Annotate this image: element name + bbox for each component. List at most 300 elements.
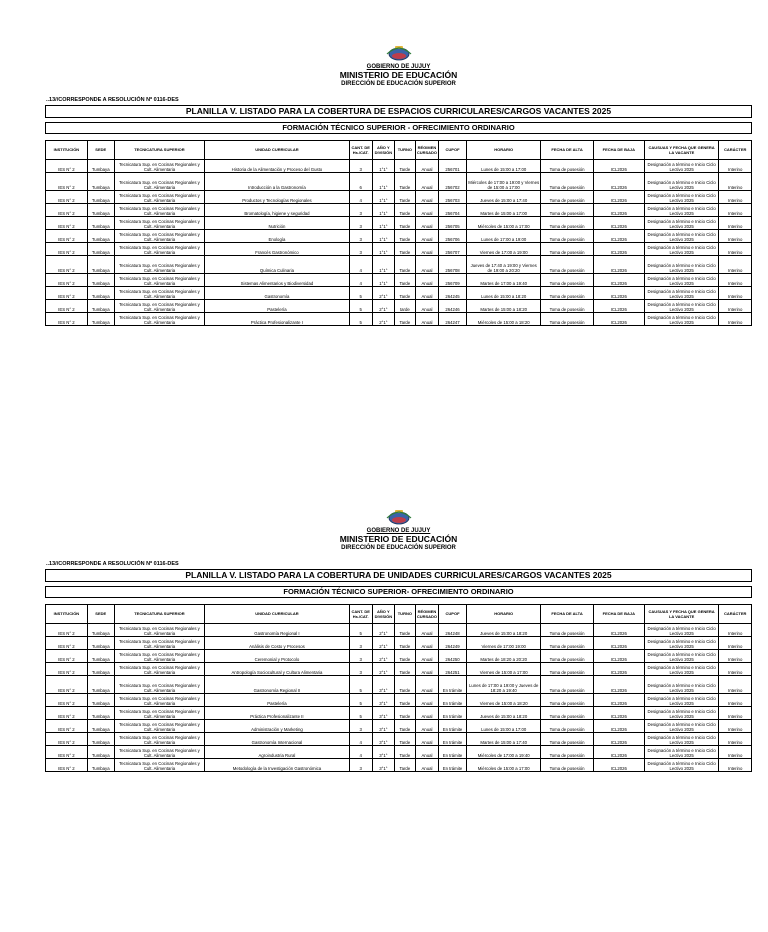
column-header: TECNICATURA SUPERIOR [114, 140, 205, 159]
table-cell: Tarde [394, 745, 415, 758]
coat-of-arms-icon [386, 508, 412, 526]
column-header: TURNO [394, 604, 415, 623]
table-cell: Interino [719, 732, 752, 745]
table-cell: Anual [415, 203, 438, 216]
column-header: CARÁCTER [719, 604, 752, 623]
table-cell: Productos y Tecnologías Regionales [205, 190, 349, 203]
table-cell: Tarde [394, 693, 415, 706]
table-cell: Tumbaya [87, 159, 114, 172]
table-cell: Interino [719, 242, 752, 255]
table-cell: Designación a término e Inicio Ciclo Lectivo 2025 [644, 190, 718, 203]
table-cell: 4 [349, 273, 372, 286]
table-cell: Tumbaya [87, 732, 114, 745]
table-cell: 256706 [439, 229, 467, 242]
table-cell: Anual [415, 273, 438, 286]
table-cell: Interino [719, 286, 752, 299]
table-cell: Nutrición [205, 216, 349, 229]
table-row [46, 312, 752, 325]
table-cell: IES N° 2 [46, 732, 88, 745]
table-cell: Toma de posesión [541, 649, 593, 662]
table-cell: Tecnicatura Sup. en Cocinas Regionales y Cult. Alimentaria [114, 190, 205, 203]
table-cell: Tecnicatura Sup. en Cocinas Regionales y Cult. Alimentaria [114, 649, 205, 662]
table-cell: IES N° 2 [46, 662, 88, 675]
table-cell: IES N° 2 [46, 229, 88, 242]
table-cell: ICL2026 [593, 312, 644, 325]
table-row [46, 216, 752, 229]
table-cell: 3°1° [372, 745, 394, 758]
table-row [46, 172, 752, 190]
table-cell: 5 [349, 299, 372, 312]
table-cell: En trámite [439, 732, 467, 745]
table-cell: Anual [415, 693, 438, 706]
table-cell: IES N° 2 [46, 706, 88, 719]
table-cell: Designación a término e Inicio Ciclo Lectivo 2025 [644, 273, 718, 286]
table-cell: Tecnicatura Sup. en Cocinas Regionales y Cult. Alimentaria [114, 159, 205, 172]
table-cell: Designación a término e Inicio Ciclo Lectivo 2025 [644, 242, 718, 255]
table-cell: Jueves de 15:00 a 17:40 [466, 190, 540, 203]
table-cell: IES N° 2 [46, 693, 88, 706]
table-cell: IES N° 2 [46, 758, 88, 771]
table-cell: Designación a término e Inicio Ciclo Lectivo 2025 [644, 706, 718, 719]
column-header: CANT. DE Hs./CAT. [349, 140, 372, 159]
table-cell: Interino [719, 172, 752, 190]
table-cell: En trámite [439, 706, 467, 719]
table-cell: Anual [415, 159, 438, 172]
table-cell: Anual [415, 649, 438, 662]
table-cell: 264246 [439, 299, 467, 312]
table-cell: Metodología de la Investigación Gastronómica [205, 758, 349, 771]
vacancies-table [45, 140, 752, 326]
table-cell: ICL2026 [593, 273, 644, 286]
table-cell: En trámite [439, 745, 467, 758]
table-cell: Toma de posesión [541, 312, 593, 325]
table-cell: Interino [719, 299, 752, 312]
table-cell: IES N° 2 [46, 203, 88, 216]
table-cell: Anual [415, 675, 438, 693]
table-cell: IES N° 2 [46, 242, 88, 255]
table-cell: Anual [415, 662, 438, 675]
table-cell: Anual [415, 242, 438, 255]
table-cell: Designación a término e Inicio Ciclo Lectivo 2025 [644, 203, 718, 216]
table-cell: Tumbaya [87, 758, 114, 771]
table-cell: Tumbaya [87, 273, 114, 286]
table-cell: Tarde [394, 732, 415, 745]
table-cell: Miércoles de 15:00 a 17:00 [466, 216, 540, 229]
table-cell: Designación a término e Inicio Ciclo Lectivo 2025 [644, 693, 718, 706]
table-cell: Toma de posesión [541, 172, 593, 190]
table-cell: Interino [719, 758, 752, 771]
table-cell: 2°1° [372, 623, 394, 636]
table-cell: Tecnicatura Sup. en Cocinas Regionales y Cult. Alimentaria [114, 662, 205, 675]
column-header: CANT. DE Hs./CAT. [349, 604, 372, 623]
table-cell: IES N° 2 [46, 649, 88, 662]
table-row [46, 190, 752, 203]
table-cell: 1°1° [372, 159, 394, 172]
table-row [46, 693, 752, 706]
planilla-block-2 [45, 508, 752, 772]
ministerio-label: MINISTERIO DE EDUCACIÓN [339, 69, 458, 80]
table-cell: Tecnicatura Sup. en Cocinas Regionales y Cult. Alimentaria [114, 706, 205, 719]
table-cell: 1°1° [372, 273, 394, 286]
table-cell: IES N° 2 [46, 286, 88, 299]
table-cell: 264247 [439, 312, 467, 325]
table-cell: ICL2026 [593, 286, 644, 299]
table-cell: 256708 [439, 255, 467, 273]
table-cell: ICL2026 [593, 675, 644, 693]
table-cell: Tumbaya [87, 190, 114, 203]
table-cell: Tarde [394, 719, 415, 732]
table-cell: IES N° 2 [46, 636, 88, 649]
table-cell: Interino [719, 706, 752, 719]
table-cell: Anual [415, 719, 438, 732]
table-cell: Interino [719, 203, 752, 216]
table-cell: 2°1° [372, 636, 394, 649]
table-cell: IES N° 2 [46, 312, 88, 325]
table-cell: Toma de posesión [541, 299, 593, 312]
table-cell: 3 [349, 649, 372, 662]
table-cell: Designación a término e Inicio Ciclo Lectivo 2025 [644, 286, 718, 299]
table-cell: Interino [719, 273, 752, 286]
table-row [46, 255, 752, 273]
gobierno-label: GOBIERNO DE JUJUY [366, 528, 431, 534]
table-cell: Interino [719, 719, 752, 732]
table-row [46, 623, 752, 636]
table-cell: Antropología Sociocultural y Cultura Alimentaria [205, 662, 349, 675]
table-cell: Tecnicatura Sup. en Cocinas Regionales y Cult. Alimentaria [114, 719, 205, 732]
table-cell: 3 [349, 636, 372, 649]
table-cell: Tumbaya [87, 719, 114, 732]
table-cell: Martes de 15:00 a 17:40 [466, 732, 540, 745]
table-cell: Tumbaya [87, 623, 114, 636]
table-cell: 256701 [439, 159, 467, 172]
table-row [46, 732, 752, 745]
table-cell: Lunes de 17:00 a 19:00 y Jueves de 18:20 a 19:40 [466, 675, 540, 693]
table-row [46, 745, 752, 758]
table-cell: Toma de posesión [541, 203, 593, 216]
table-cell: 6 [349, 172, 372, 190]
column-header: AÑO Y DIVISIÓN [372, 140, 394, 159]
table-cell: IES N° 2 [46, 745, 88, 758]
table-cell: Enología [205, 229, 349, 242]
table-cell: Miércoles de 17:00 a 19:40 [466, 745, 540, 758]
table-cell: Tumbaya [87, 662, 114, 675]
table-cell: Tarde [394, 229, 415, 242]
column-header: FECHA DE ALTA [541, 604, 593, 623]
column-header: CARÁCTER [719, 140, 752, 159]
table-cell: Tecnicatura Sup. en Cocinas Regionales y Cult. Alimentaria [114, 203, 205, 216]
table-cell: Interino [719, 159, 752, 172]
corresponde-label: ..13//CORRESPONDE A RESOLUCIÓN Nº 0116-DES [46, 560, 179, 567]
table-cell: 264251 [439, 662, 467, 675]
section-subtitle: FORMACIÓN TÉCNICO SUPERIOR- OFRECIMIENTO ORDINARIO [45, 586, 752, 598]
table-cell: Designación a término e Inicio Ciclo Lectivo 2025 [644, 312, 718, 325]
table-cell: Designación a término e Inicio Ciclo Lectivo 2025 [644, 216, 718, 229]
table-cell: Gastronomía Regional II [205, 675, 349, 693]
table-cell: Administración y Marketing [205, 719, 349, 732]
section-title: PLANILLA V. LISTADO PARA LA COBERTURA DE ESPACIOS CURRICULARES/CARGOS VACANTES 2025 [45, 105, 752, 118]
table-row [46, 273, 752, 286]
planilla-block-1 [45, 44, 752, 326]
table-cell: Tumbaya [87, 286, 114, 299]
table-cell: 3°1° [372, 719, 394, 732]
table-cell: Análisis de Costo y Procesos [205, 636, 349, 649]
table-cell: 4 [349, 745, 372, 758]
table-cell: En trámite [439, 693, 467, 706]
table-row [46, 636, 752, 649]
table-cell: 2°1° [372, 649, 394, 662]
column-header: HORARIO [466, 604, 540, 623]
table-cell: Designación a término e Inicio Ciclo Lectivo 2025 [644, 675, 718, 693]
table-cell: Tumbaya [87, 299, 114, 312]
table-cell: 3 [349, 242, 372, 255]
column-header: INSTITUCIÓN [46, 140, 88, 159]
table-cell: Toma de posesión [541, 273, 593, 286]
table-cell: ICL2026 [593, 203, 644, 216]
table-cell: ICL2026 [593, 706, 644, 719]
column-header: INSTITUCIÓN [46, 604, 88, 623]
column-header: AÑO Y DIVISIÓN [372, 604, 394, 623]
table-cell: 264250 [439, 649, 467, 662]
table-cell: Tecnicatura Sup. en Cocinas Regionales y Cult. Alimentaria [114, 172, 205, 190]
table-cell: Lunes de 15:00 a 17:00 [466, 159, 540, 172]
table-row [46, 758, 752, 771]
table-cell: Anual [415, 216, 438, 229]
table-cell: 5 [349, 675, 372, 693]
table-cell: 3 [349, 719, 372, 732]
table-cell: Tarde [394, 273, 415, 286]
table-cell: Viernes de 15:00 a 17:00 [466, 662, 540, 675]
table-cell: 1°1° [372, 229, 394, 242]
table-cell: Anual [415, 229, 438, 242]
table-header-row [46, 140, 752, 159]
table-cell: Práctica Profesionalizante II [205, 706, 349, 719]
table-cell: Martes de 18:20 a 20:20 [466, 649, 540, 662]
table-cell: 256702 [439, 172, 467, 190]
table-cell: 2°1° [372, 299, 394, 312]
table-cell: Gastronomía [205, 286, 349, 299]
table-cell: Tecnicatura Sup. en Cocinas Regionales y Cult. Alimentaria [114, 636, 205, 649]
table-cell: 3°1° [372, 732, 394, 745]
table-cell: Viernes de 17:00 19:00 [466, 636, 540, 649]
table-cell: 4 [349, 732, 372, 745]
table-cell: 1°1° [372, 203, 394, 216]
table-cell: IES N° 2 [46, 216, 88, 229]
table-cell: Toma de posesión [541, 758, 593, 771]
table-cell: ICL2026 [593, 159, 644, 172]
column-header: SEDE [87, 140, 114, 159]
table-cell: Pastelería [205, 693, 349, 706]
table-cell: Toma de posesión [541, 286, 593, 299]
table-cell: 5 [349, 706, 372, 719]
table-cell: Tecnicatura Sup. en Cocinas Regionales y Cult. Alimentaria [114, 255, 205, 273]
table-cell: ICL2026 [593, 662, 644, 675]
table-cell: Tecnicatura Sup. en Cocinas Regionales y Cult. Alimentaria [114, 299, 205, 312]
table-cell: ICL2026 [593, 636, 644, 649]
table-row [46, 229, 752, 242]
table-cell: Tecnicatura Sup. en Cocinas Regionales y Cult. Alimentaria [114, 623, 205, 636]
table-cell: ICL2026 [593, 745, 644, 758]
table-cell: Toma de posesión [541, 675, 593, 693]
table-cell: Historia de la Alimentación y Proceso del Gusto [205, 159, 349, 172]
table-cell: ICL2026 [593, 649, 644, 662]
table-cell: ICL2026 [593, 190, 644, 203]
table-cell: 2°1° [372, 312, 394, 325]
table-cell: 256704 [439, 203, 467, 216]
table-cell: Lunes de 17:00 a 19:00 [466, 229, 540, 242]
table-cell: Anual [415, 706, 438, 719]
table-cell: Miércoles de 17:00 a 19:00 y Viernes de 15:00 a 17:00 [466, 172, 540, 190]
table-cell: Designación a término e Inicio Ciclo Lectivo 2025 [644, 719, 718, 732]
table-cell: 3 [349, 159, 372, 172]
table-cell: Tarde [394, 675, 415, 693]
table-cell: IES N° 2 [46, 159, 88, 172]
table-cell: Tumbaya [87, 312, 114, 325]
table-cell: Designación a término e Inicio Ciclo Lectivo 2025 [644, 159, 718, 172]
table-cell: Interino [719, 190, 752, 203]
table-cell: Toma de posesión [541, 159, 593, 172]
table-cell: 256707 [439, 242, 467, 255]
table-cell: IES N° 2 [46, 255, 88, 273]
table-cell: Interino [719, 312, 752, 325]
table-cell: Interino [719, 636, 752, 649]
table-header-row [46, 604, 752, 623]
column-header: TECNICATURA SUPERIOR [114, 604, 205, 623]
table-cell: tarde [394, 299, 415, 312]
table-cell: IES N° 2 [46, 190, 88, 203]
table-cell: Jueves de 15:00 a 18:20 [466, 706, 540, 719]
table-cell: Toma de posesión [541, 706, 593, 719]
table-cell: Gastronomía Regional I [205, 623, 349, 636]
column-header: FECHA DE BAJA [593, 140, 644, 159]
table-cell: Tumbaya [87, 649, 114, 662]
table-row [46, 675, 752, 693]
table-cell: ICL2026 [593, 693, 644, 706]
table-cell: Gastronomía Internacional [205, 732, 349, 745]
table-cell: Pastelería [205, 299, 349, 312]
column-header: FECHA DE ALTA [541, 140, 593, 159]
table-cell: 5 [349, 312, 372, 325]
table-cell: Tumbaya [87, 203, 114, 216]
table-cell: Tarde [394, 623, 415, 636]
table-cell: Designación a término e Inicio Ciclo Lectivo 2025 [644, 172, 718, 190]
table-cell: Martes de 15:00 a 18:20 [466, 299, 540, 312]
table-cell: ICL2026 [593, 758, 644, 771]
table-cell: Tarde [394, 649, 415, 662]
table-cell: Jueves de 17:40 a 19:00 y Viernes de 19:00 a 20:20 [466, 255, 540, 273]
table-cell: Tecnicatura Sup. en Cocinas Regionales y Cult. Alimentaria [114, 286, 205, 299]
table-cell: Tarde [394, 242, 415, 255]
table-cell: Tumbaya [87, 216, 114, 229]
table-cell: Designación a término e Inicio Ciclo Lectivo 2025 [644, 758, 718, 771]
table-cell: Miércoles de 15:00 a 18:20 [466, 312, 540, 325]
table-cell: Viernes de 17:00 a 19:00 [466, 242, 540, 255]
table-cell: Tumbaya [87, 255, 114, 273]
table-cell: ICL2026 [593, 732, 644, 745]
table-cell: Toma de posesión [541, 242, 593, 255]
coat-of-arms-icon [386, 44, 412, 62]
table-cell: IES N° 2 [46, 719, 88, 732]
table-cell: Anual [415, 312, 438, 325]
table-cell: Interino [719, 623, 752, 636]
table-cell: Química Culinaria [205, 255, 349, 273]
table-cell: Tarde [394, 312, 415, 325]
table-cell: Tecnicatura Sup. en Cocinas Regionales y Cult. Alimentaria [114, 312, 205, 325]
vacancies-table [45, 604, 752, 772]
table-cell: Tarde [394, 758, 415, 771]
table-cell: En trámite [439, 758, 467, 771]
table-cell: 5 [349, 623, 372, 636]
table-cell: IES N° 2 [46, 172, 88, 190]
table-cell: ICL2026 [593, 229, 644, 242]
table-cell: Anual [415, 172, 438, 190]
table-cell: Agroindustria Rural [205, 745, 349, 758]
table-cell: Toma de posesión [541, 693, 593, 706]
table-cell: ICL2026 [593, 623, 644, 636]
table-cell: Toma de posesión [541, 719, 593, 732]
header [45, 44, 752, 88]
table-cell: Anual [415, 745, 438, 758]
table-cell: Interino [719, 693, 752, 706]
table-cell: Designación a término e Inicio Ciclo Lectivo 2025 [644, 745, 718, 758]
table-cell: Toma de posesión [541, 229, 593, 242]
column-header: SEDE [87, 604, 114, 623]
table-cell: IES N° 2 [46, 623, 88, 636]
table-cell: Tarde [394, 216, 415, 229]
table-cell: Anual [415, 636, 438, 649]
table-cell: IES N° 2 [46, 675, 88, 693]
table-cell: Toma de posesión [541, 623, 593, 636]
table-cell: Interino [719, 662, 752, 675]
table-cell: Toma de posesión [541, 636, 593, 649]
column-header: CUPOF [439, 604, 467, 623]
table-cell: Tarde [394, 190, 415, 203]
table-cell: ICL2026 [593, 172, 644, 190]
table-row [46, 286, 752, 299]
table-cell: Interino [719, 745, 752, 758]
table-row [46, 706, 752, 719]
table-cell: Toma de posesión [541, 732, 593, 745]
table-cell: 4 [349, 255, 372, 273]
table-cell: 3 [349, 662, 372, 675]
table-cell: 3 [349, 758, 372, 771]
table-cell: Toma de posesión [541, 662, 593, 675]
table-cell: IES N° 2 [46, 273, 88, 286]
table-cell: Tarde [394, 255, 415, 273]
table-cell: Lunes de 15:00 a 18:20 [466, 286, 540, 299]
table-cell: Interino [719, 255, 752, 273]
column-header: FECHA DE BAJA [593, 604, 644, 623]
column-header: UNIDAD CURRICULAR [205, 140, 349, 159]
table-row [46, 719, 752, 732]
table-cell: Tumbaya [87, 706, 114, 719]
table-cell: Tarde [394, 636, 415, 649]
table-cell: Designación a término e Inicio Ciclo Lectivo 2025 [644, 636, 718, 649]
table-cell: Francés Gastronómico [205, 242, 349, 255]
table-cell: 1°1° [372, 190, 394, 203]
table-cell: 3°1° [372, 675, 394, 693]
table-cell: Interino [719, 216, 752, 229]
table-cell: 2°1° [372, 286, 394, 299]
table-cell: IES N° 2 [46, 299, 88, 312]
direccion-label: DIRECCIÓN DE EDUCACIÓN SUPERIOR [341, 80, 456, 87]
table-cell: Anual [415, 299, 438, 312]
table-cell: 1°1° [372, 172, 394, 190]
table-cell: 264248 [439, 623, 467, 636]
gobierno-label: GOBIERNO DE JUJUY [366, 64, 431, 70]
table-cell: Tecnicatura Sup. en Cocinas Regionales y Cult. Alimentaria [114, 273, 205, 286]
table-cell: 264245 [439, 286, 467, 299]
table-cell: 5 [349, 693, 372, 706]
